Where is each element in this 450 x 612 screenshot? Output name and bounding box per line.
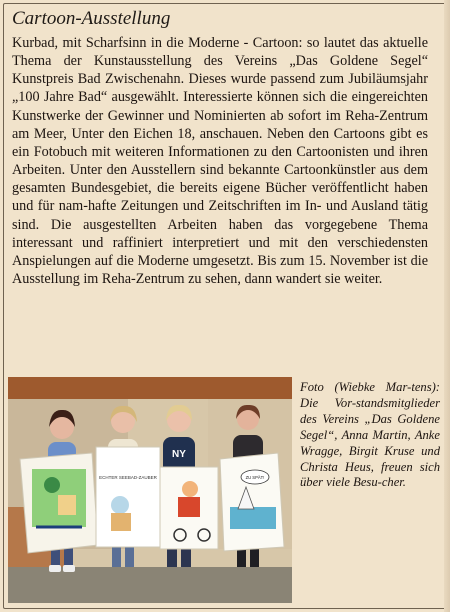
photo-floor xyxy=(8,567,292,603)
article-title: Cartoon-Ausstellung xyxy=(12,8,171,29)
cartoon-poster-3 xyxy=(160,467,218,549)
photo-caption: Foto (Wiebke Mar-tens): Die Vor-standsmitglieder des Vereins „Das Goldene Segel“, Anna Martin, Anke Wragge, Birgit Kruse und Christa Heus, freuen sich über viele Besu-cher. xyxy=(300,380,440,490)
cartoon-poster-4 xyxy=(220,453,284,551)
shirt-print: NY xyxy=(172,449,186,460)
photo-image xyxy=(8,377,292,603)
poster-4-bubble: ZU SPÄT! xyxy=(245,475,265,480)
cartoon-poster-1 xyxy=(20,453,98,553)
photo-ceiling xyxy=(8,377,292,399)
cartoon-poster-2 xyxy=(96,447,160,547)
article-body: Kurbad, mit Scharfsinn in die Moderne - Cartoon: so lautet das aktuelle Thema der Kunstausstellung des Vereins „Das Goldene Segel“ Kunstpreis Bad Zwischenahn. Dieses wurde passend zum Jubiläumsjahr „100 Jahre Bad“ ausgewählt. Interessierte können sich die eingereichten Kunstwerke der Gewinner und Nominierten ab sofort im Reha-Zentrum am Meer, Unter den Eichen 18, anschauen. Neben den Cartoons gibt es ein Fotobuch mit weiteren Informationen zu den Cartoonisten und ihren Arbeiten. Unter den Ausstellern sind bekannte Cartoonkünstler aus dem gesamten Bundesgebiet, die bereits eigene Bücher veröffentlicht haben und für nam-hafte Zeitungen und Zeitschriften im In- und Ausland tätig sind. Die ausgestellten Arbeiten haben das vorgegebene Thema interessant und raffiniert interpretiert und mit den verschiedensten Anspielungen auf die Moderne umgesetzt. Bis zum 15. November ist die Ausstellung im Reha-Zentrum zu sehen, dann wandert sie weiter. xyxy=(12,35,428,288)
article-photo xyxy=(8,377,292,603)
poster-2-sign: ECHTER SEEBAD-ZAUBER xyxy=(99,475,157,480)
page-edge xyxy=(444,0,450,612)
